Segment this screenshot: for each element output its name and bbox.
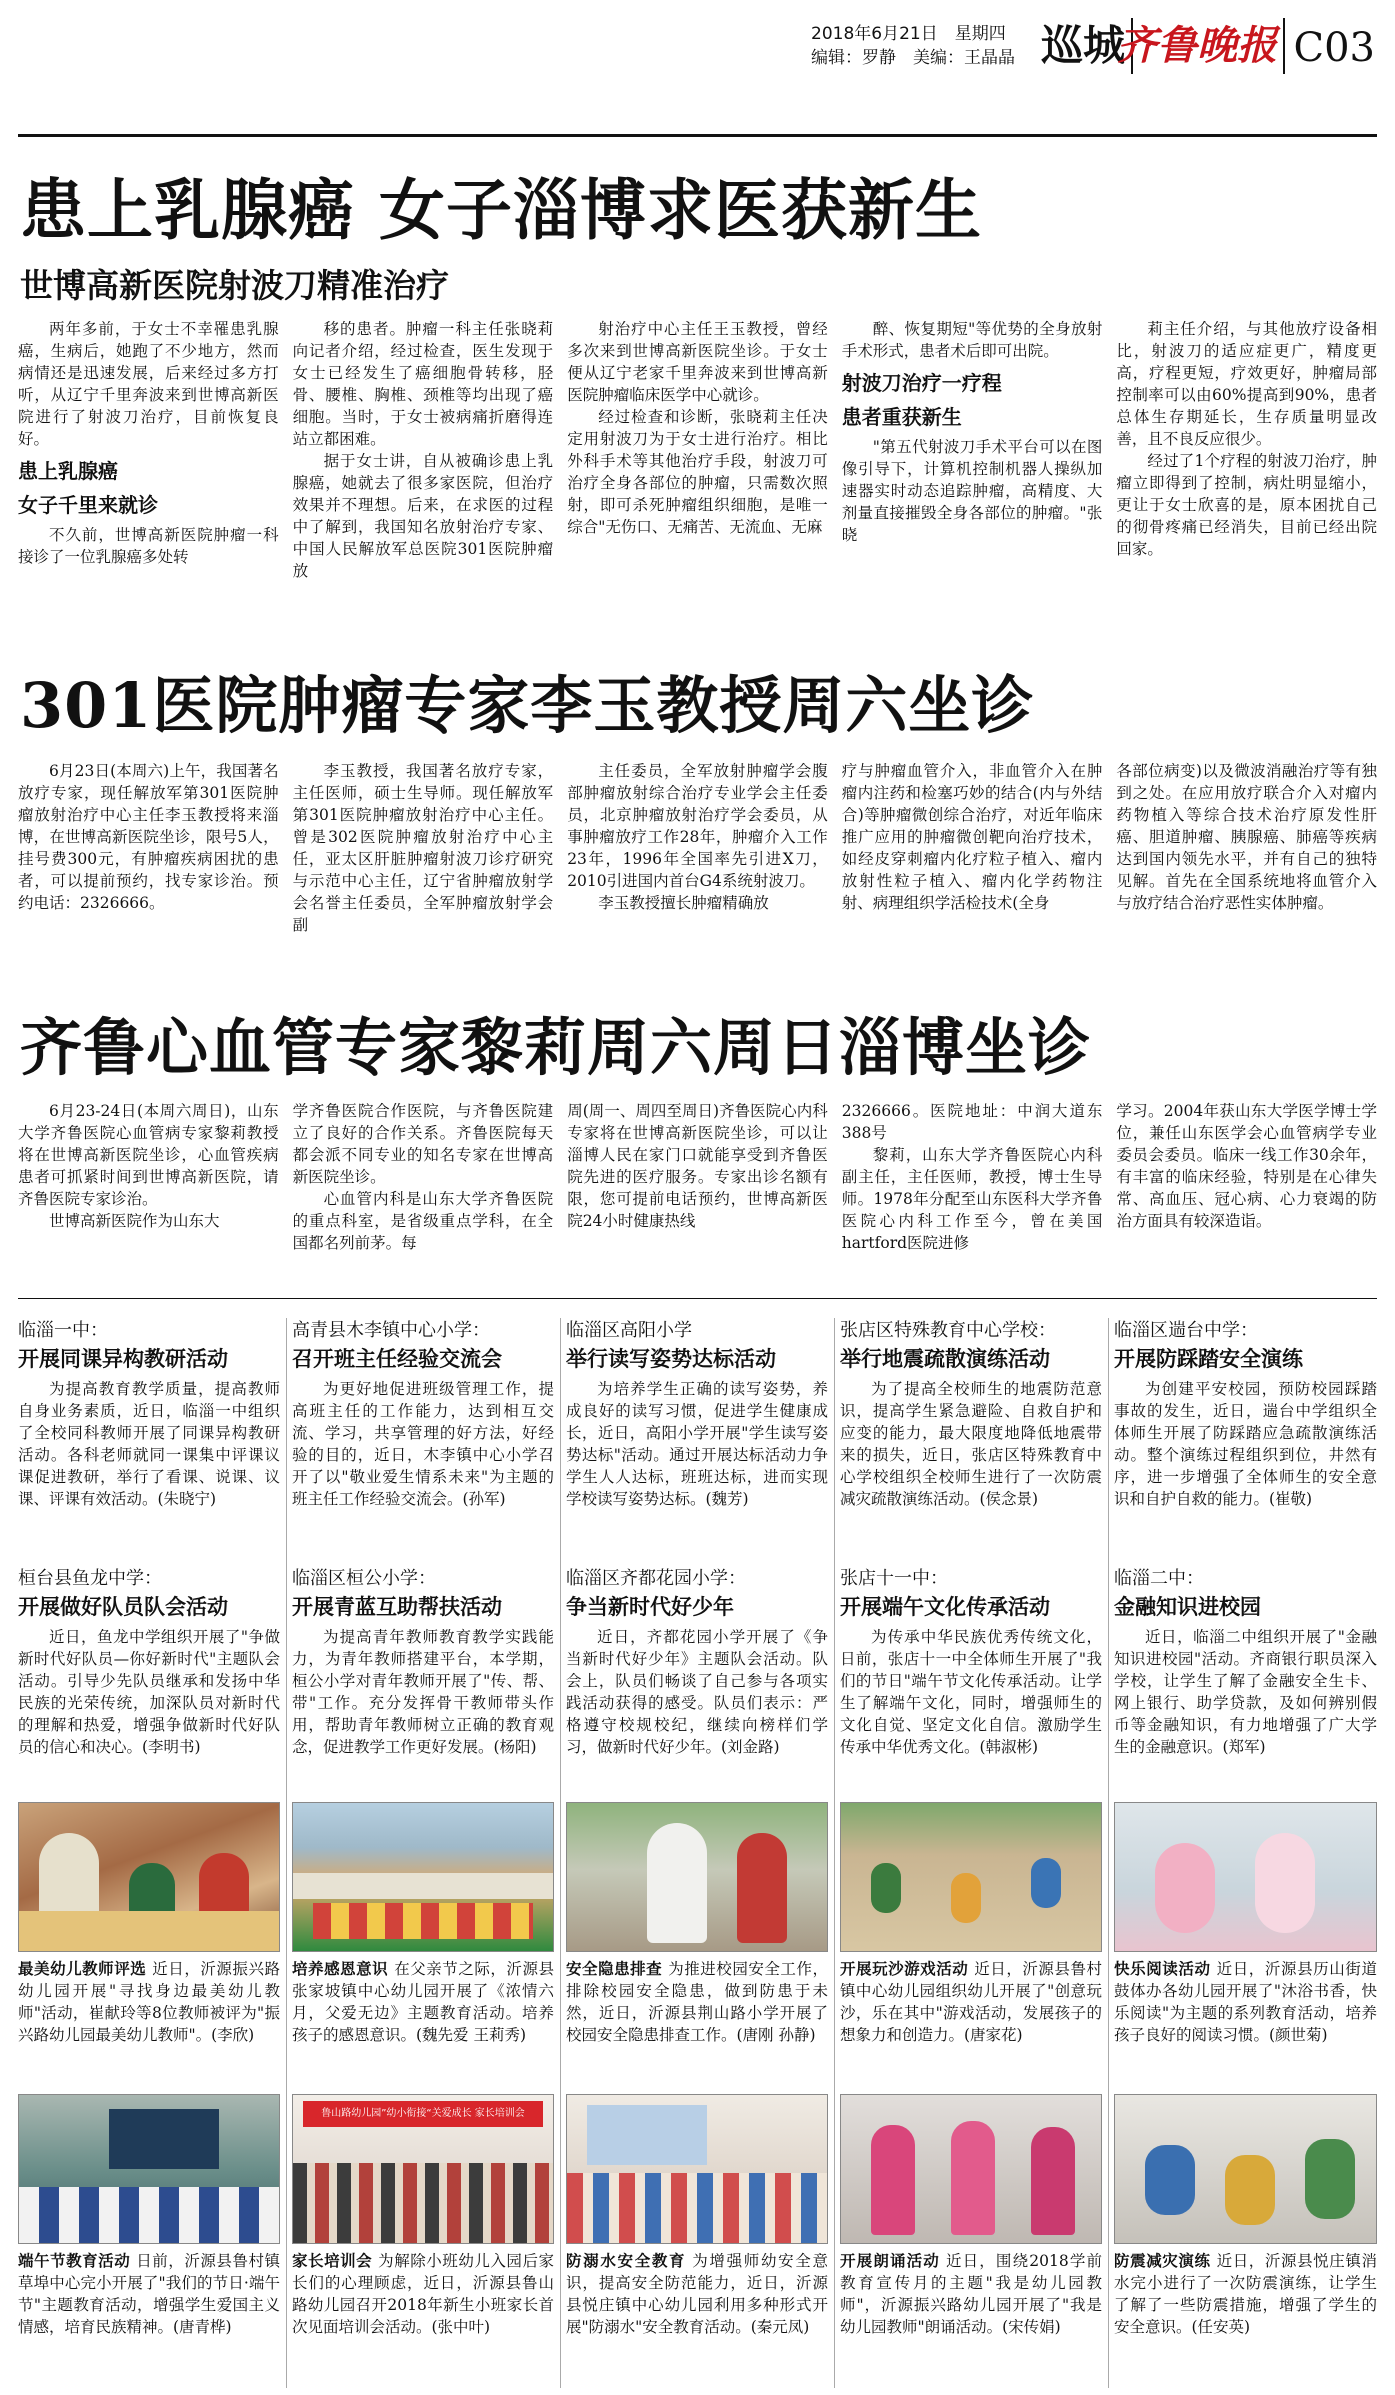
column-divider bbox=[286, 1318, 287, 2388]
paragraph: 射治疗中心主任王玉教授，曾经多次来到世博高新医院坐诊。于女士便从辽宁老家千里奔波来到世博高新医院肿瘤临床医学中心就诊。 bbox=[567, 320, 828, 404]
brief-title: 金融知识进校园 bbox=[1114, 1595, 1261, 1619]
photo-caption-title: 开展玩沙游戏活动 bbox=[840, 1959, 969, 1978]
classroom-photo bbox=[18, 1802, 280, 1952]
brief-location: 张店十一中： bbox=[840, 1568, 948, 1589]
brief-title: 开展做好队员队会活动 bbox=[18, 1595, 228, 1619]
paragraph: 两年多前，于女士不幸罹患乳腺癌，生病后，她跑了不少地方，然而病情还是迅速发展，后来经过多方打听，从辽宁千里奔波来到世博高新医院进行了射波刀治疗，目前恢复良好。 bbox=[18, 320, 279, 448]
section-rule bbox=[18, 1298, 1377, 1299]
paragraph: 李玉教授擅长肿瘤精确放 bbox=[598, 894, 769, 912]
column-divider bbox=[560, 1318, 561, 2388]
brief-location: 临淄区齐都花园小学： bbox=[566, 1568, 746, 1589]
brief-item bbox=[566, 1318, 828, 1560]
photo-caption-title: 防震减灾演练 bbox=[1114, 2251, 1211, 2270]
photo-caption-text: 近日，沂源县历山街道鼓体办各幼儿园开展了"沐浴书香，快乐阅读"为主题的系列教育活动，培养孩子良好的阅读习惯。(颜世菊) bbox=[1114, 1960, 1377, 2044]
article3-col bbox=[1116, 1100, 1377, 1290]
brief-item bbox=[566, 1566, 828, 1792]
photo-caption-text: 近日，沂源县悦庄镇消水完小进行了一次防震演练，让学生了解了一些防震措施，增强了学生的安全意识。(任安英) bbox=[1114, 2252, 1377, 2336]
photo-item bbox=[840, 2094, 1102, 2384]
article2-col bbox=[18, 760, 279, 990]
banner: 鲁山路幼儿园”幼小衔接“关爱成长 家长培训会 bbox=[303, 2101, 543, 2127]
paragraph: 醉、恢复期短"等优势的全身放射手术形式，患者术后即可出院。 bbox=[841, 320, 1103, 360]
brief-text: 为培养学生正确的读写姿势，养成良好的读写习惯，促进学生健康成长，近日，高阳小学开展"学生读写姿势达标"活动。通过开展达标活动力争学生人人达标，班班达标，进而实现学校读写姿势达标。(魏芳) bbox=[566, 1380, 828, 1508]
classroom-photo bbox=[18, 2094, 280, 2244]
photo-item bbox=[1114, 2094, 1377, 2384]
brief-title: 召开班主任经验交流会 bbox=[292, 1347, 502, 1371]
article1-subhead: 世博高新医院射波刀精准治疗 bbox=[20, 266, 449, 305]
article3-body bbox=[18, 1100, 1377, 1290]
brief-item bbox=[840, 1318, 1102, 1560]
brief-text: 为提高教育教学质量，提高教师自身业务素质，近日，临淄一中组织了全校同科教师开展了同课异构教研活动。各科老师就同一课集中评课议课促进教研，举行了看课、说课、议课、评课有效活动。(朱晓宁) bbox=[18, 1380, 280, 1508]
photo-item bbox=[18, 2094, 280, 2384]
inspection-photo bbox=[566, 1802, 828, 1952]
article2-col bbox=[293, 760, 554, 990]
subheading: 患上乳腺癌 bbox=[18, 459, 118, 483]
brief-title: 开展青蓝互助帮扶活动 bbox=[292, 1595, 502, 1619]
brief-title: 开展同课异构教研活动 bbox=[18, 1347, 228, 1371]
photo-item bbox=[840, 1802, 1102, 2084]
article1-headline: 患上乳腺癌 女子淄博求医获新生 bbox=[20, 171, 982, 249]
section-name: 巡城 bbox=[1040, 21, 1125, 70]
reading-photo bbox=[1114, 1802, 1377, 1952]
paragraph: 疗与肿瘤血管介入，非血管介入在肿瘤内注药和检塞巧妙的结合(内与外结合)等肿瘤微创综合治疗，对近年临床推广应用的肿瘤微创靶向治疗技术，如经皮穿刺瘤内化疗粒子植入、瘤内放射性粒子植入、瘤内化学药物注射、病理组织学活检技术(全身 bbox=[841, 762, 1103, 912]
recital-photo bbox=[840, 2094, 1102, 2244]
brief-location: 临淄区桓公小学： bbox=[292, 1568, 436, 1589]
paragraph: 各部位病变)以及微波消融治疗等有独到之处。在应用放疗联合介入对瘤内药物植入等综合技术治疗原发性肝癌、胆道肿瘤、胰腺癌、肺癌等疾病达到国内领先水平，并有自己的独特见解。首先在全国系统地将血管介入与放疗结合治疗恶性实体肿瘤。 bbox=[1116, 762, 1377, 912]
article2-col bbox=[1116, 760, 1377, 990]
article3-col bbox=[842, 1100, 1103, 1290]
header-divider bbox=[1283, 18, 1285, 74]
paragraph: 据于女士讲，自从被确诊患上乳腺癌，她就去了很多家医院，但治疗效果并不理想。后来，在求医的过程中了解到，我国知名放射治疗专家、中国人民解放军总医院301医院肿瘤放 bbox=[292, 452, 554, 580]
paragraph: 2326666。医院地址：中润大道东388号 bbox=[841, 1102, 1103, 1142]
photo-caption-title: 最美幼儿教师评选 bbox=[18, 1959, 147, 1978]
column-divider bbox=[834, 1318, 835, 2388]
brand-logo: 齐鲁晚报 bbox=[1117, 22, 1277, 69]
photo-caption-title: 防溺水安全教育 bbox=[566, 2251, 687, 2270]
brief-location: 桓台县鱼龙中学： bbox=[18, 1568, 162, 1589]
paragraph: 主任委员，全军放射肿瘤学会腹部肿瘤放射综合治疗专业学会主任委员，北京肿瘤放射治疗学会委员，从事肿瘤放疗工作28年，肿瘤介入工作23年，1996年全国率先引进X刀，2010引进国内首台G4系统射波刀。 bbox=[567, 762, 828, 890]
photo-caption-title: 端午节教育活动 bbox=[18, 2251, 131, 2270]
article1-col bbox=[293, 318, 554, 636]
brief-item bbox=[292, 1566, 554, 1792]
article2-headline: 301医院肿瘤专家李玉教授周六坐诊 bbox=[20, 669, 1035, 742]
photo-item bbox=[292, 2094, 554, 2384]
paragraph: 6月23日(本周六)上午，我国著名放疗专家，现任解放军第301医院肿瘤放射治疗中心主任李玉教授将来淄博，在世博高新医院坐诊，限号5人，挂号费300元，有肿瘤疾病困扰的患者，可以提前预约，找专家诊治。预约电话：2326666。 bbox=[18, 762, 279, 912]
article1-col bbox=[1116, 318, 1377, 636]
article2-col bbox=[567, 760, 828, 990]
photo-caption-text: 为解除小班幼儿入园后家长们的心理顾虑，近日，沂源县鲁山路幼儿园召开2018年新生小班家长首次见面培训会活动。(张中叶) bbox=[292, 2252, 554, 2336]
safety-class-photo bbox=[566, 2094, 828, 2244]
paragraph: "第五代射波刀手术平台可以在图像引导下，计算机控制机器人操纵加速器实时动态追踪肿瘤，高精度、大剂量直接摧毁全身各部位的肿瘤。"张晓 bbox=[841, 438, 1103, 544]
photo-caption-title: 快乐阅读活动 bbox=[1114, 1959, 1211, 1978]
brief-title: 开展端午文化传承活动 bbox=[840, 1595, 1050, 1619]
brief-location: 临淄一中： bbox=[18, 1320, 108, 1341]
paragraph: 莉主任介绍，与其他放疗设备相比，射波刀的适应症更广，精度更高，疗程更短，疗效更好，肿瘤局部控制率可以由60%提高到90%，患者总体生存期延长，生存质量明显改善，且不良反应很少。 bbox=[1116, 320, 1377, 448]
photo-caption-title: 安全隐患排查 bbox=[566, 1959, 663, 1978]
paragraph: 不久前，世博高新医院肿瘤一科接诊了一位乳腺癌多处转 bbox=[18, 526, 279, 566]
brief-text: 为传承中华民族优秀传统文化，日前，张店十一中全体师生开展了"我们的节日"端午节文化传承活动。让学生了解端午文化，同时，增强师生的文化自觉、坚定文化自信。激励学生传承中华优秀文化。(韩淑彬) bbox=[840, 1628, 1102, 1756]
brief-text: 为提高青年教师教育教学实践能力，为青年教师搭建平台，本学期，桓公小学对青年教师开展了"传、帮、带"工作。充分发挥骨干教师带头作用，帮助青年教师树立正确的教育观念，促进教学工作更好发展。(杨阳) bbox=[292, 1628, 554, 1756]
article1-col bbox=[842, 318, 1103, 636]
article3-col bbox=[567, 1100, 828, 1290]
paragraph: 移的患者。肿瘤一科主任张晓莉向记者介绍，经过检查，医生发现于女士已经发生了癌细胞骨转移，胫骨、腰椎、胸椎、颈椎等均出现了癌细胞。当时，于女士被病痛折磨得连站立都困难。 bbox=[292, 320, 554, 448]
brief-item bbox=[18, 1566, 280, 1792]
brief-location: 临淄区高阳小学 bbox=[566, 1320, 692, 1341]
brief-location: 张店区特殊教育中心学校： bbox=[840, 1320, 1056, 1341]
playground-photo bbox=[292, 1802, 554, 1952]
photo-item bbox=[18, 1802, 280, 2084]
paragraph: 李玉教授，我国著名放疗专家，主任医师，硕士生导师。现任解放军第301医院肿瘤放射治疗中心主任。曾是302医院肿瘤放射治疗中心主任，亚太区肝脏肿瘤射波刀诊疗研究与示范中心主任，辽宁省肿瘤放射学会名誉主任委员，全军肿瘤放射学会副 bbox=[292, 762, 554, 934]
subheading: 患者重获新生 bbox=[841, 405, 962, 429]
paragraph: 世博高新医院作为山东大 bbox=[49, 1212, 220, 1230]
paragraph: 周(周一、周四至周日)齐鲁医院心内科专家将在世博高新医院坐诊，可以让淄博人民在家门口就能享受到齐鲁医院先进的医疗服务。专家出诊名额有限，您可提前电话预约，世博高新医院24小时健康热线 bbox=[567, 1102, 828, 1230]
drill-photo bbox=[1114, 2094, 1377, 2244]
paragraph: 经过检查和诊断，张晓莉主任决定用射波刀为于女士进行治疗。相比外科手术等其他治疗手段，射波刀可治疗全身各部位的肿瘤，只需数次照射，即可杀死肿瘤组织细胞，是唯一综合"无伤口、无痛苦、无流血、无麻 bbox=[567, 408, 828, 536]
editors-line: 编辑：罗静 美编：王晶晶 bbox=[811, 48, 1015, 68]
paragraph: 学齐鲁医院合作医院，与齐鲁医院建立了良好的合作关系。齐鲁医院每天都会派不同专业的知名专家在世博高新医院坐诊。 bbox=[292, 1102, 554, 1186]
brief-item bbox=[1114, 1566, 1377, 1792]
date-line: 2018年6月21日 星期四 bbox=[811, 24, 1006, 44]
brief-item bbox=[18, 1318, 280, 1560]
brief-location: 临淄区遄台中学： bbox=[1114, 1320, 1258, 1341]
page-number: C03 bbox=[1293, 25, 1375, 71]
photo-caption-text: 近日，围绕2018学前教育宣传月的主题"我是幼儿园教师"，沂源振兴路幼儿园开展了"我是幼儿园教师"朗诵活动。(宋传娟) bbox=[840, 2252, 1102, 2336]
photo-item bbox=[566, 1802, 828, 2084]
subheading: 女子千里来就诊 bbox=[18, 493, 158, 517]
brief-item bbox=[840, 1566, 1102, 1792]
article1-col bbox=[567, 318, 828, 636]
article2-col bbox=[842, 760, 1103, 990]
photo-caption-text: 为增强师幼安全意识，提高安全防范能力，近日，沂源县悦庄镇中心幼儿园利用多种形式开展"防溺水"安全教育活动。(秦元凤) bbox=[566, 2252, 828, 2336]
article2-body bbox=[18, 760, 1377, 990]
article3-col bbox=[293, 1100, 554, 1290]
photo-caption-text: 在父亲节之际，沂源县张家坡镇中心幼儿园开展了《浓情六月，父爱无边》主题教育活动。培养孩子的感恩意识。(魏先爱 王莉秀) bbox=[292, 1960, 554, 2044]
header-rule bbox=[18, 134, 1377, 137]
page-header bbox=[0, 0, 1395, 135]
photo-caption-title: 开展朗诵活动 bbox=[840, 2251, 940, 2270]
paragraph: 黎莉，山东大学齐鲁医院心内科副主任，主任医师，教授，博士生导师。1978年分配至山东医科大学齐鲁医院心内科工作至今，曾在美国hartford医院进修 bbox=[841, 1146, 1103, 1252]
paragraph: 学习。2004年获山东大学医学博士学位，兼任山东医学会心血管病学专业委员会委员。临床一线工作30余年，有丰富的临床经验，特别是在心律失常、高血压、冠心病、心力衰竭的防治方面具有较深造诣。 bbox=[1116, 1102, 1377, 1230]
photo-caption-text: 为推进校园安全工作，排除校园安全隐患，做到防患于未然，近日，沂源县荆山路小学开展了校园安全隐患排查工作。(唐刚 孙静) bbox=[566, 1960, 828, 2044]
paragraph: 经过了1个疗程的射波刀治疗，肿瘤立即得到了控制，病灶明显缩小，更让于女士欣喜的是，原本困扰自己的彻骨疼痛已经消失，目前已经出院回家。 bbox=[1116, 452, 1377, 558]
article3-col bbox=[18, 1100, 279, 1290]
paragraph: 心血管内科是山东大学齐鲁医院的重点科室，是省级重点学科，在全国都名列前茅。每 bbox=[292, 1190, 554, 1252]
brief-text: 为创建平安校园，预防校园踩踏事故的发生，近日，遄台中学组织全体师生开展了防踩踏应急疏散演练活动。整个演练过程组织到位，井然有序，进一步增强了全体师生的安全意识和自护自救的能力。(崔敬) bbox=[1114, 1380, 1377, 1508]
sandpit-photo bbox=[840, 1802, 1102, 1952]
parent-meeting-photo bbox=[292, 2094, 554, 2244]
paragraph: 6月23-24日(本周六周日)，山东大学齐鲁医院心血管病专家黎莉教授将在世博高新医院坐诊，心血管疾病患者可抓紧时间到世博高新医院，请齐鲁医院专家诊治。 bbox=[18, 1102, 279, 1208]
brief-title: 举行读写姿势达标活动 bbox=[566, 1347, 776, 1371]
photo-item bbox=[292, 1802, 554, 2084]
brief-item bbox=[292, 1318, 554, 1560]
photo-item bbox=[1114, 1802, 1377, 2084]
school-news-grid bbox=[18, 1308, 1377, 2388]
brief-title: 举行地震疏散演练活动 bbox=[840, 1347, 1050, 1371]
brief-text: 近日，齐都花园小学开展了《争当新时代好少年》主题队会活动。队会上，队员们畅谈了自己参与各项实践活动获得的感受。队员们表示：严格遵守校规校纪，继续向榜样们学习，做新时代好少年。(刘金路) bbox=[566, 1628, 828, 1756]
subheading: 射波刀治疗一疗程 bbox=[841, 371, 1002, 395]
brief-text: 近日，鱼龙中学组织开展了"争做新时代好队员—你好新时代"主题队会活动。引导少先队员继承和发扬中华民族的光荣传统，加深队员对新时代的理解和热爱，增强争做新时代好队员的信心和决心。(李明书) bbox=[18, 1628, 280, 1756]
photo-caption-text: 近日，沂源振兴路幼儿园开展"寻找身边最美幼儿教师"活动，崔献玲等8位教师被评为"振兴路幼儿园最美幼儿教师"。(李欣) bbox=[18, 1960, 280, 2044]
brief-item bbox=[1114, 1318, 1377, 1560]
photo-caption-text: 日前，沂源县鲁村镇草埠中心完小开展了"我们的节日·端午节"主题教育活动，增强学生爱国主义情感，培育民族精神。(唐青桦) bbox=[18, 2252, 280, 2336]
brief-title: 开展防踩踏安全演练 bbox=[1114, 1347, 1303, 1371]
photo-caption-title: 培养感恩意识 bbox=[292, 1959, 389, 1978]
brief-text: 为了提高全校师生的地震防范意识，提高学生紧急避险、自救自护和应变的能力，最大限度地降低地震带来的损失，近日，张店区特殊教育中心学校组织全校师生进行了一次防震减灾疏散演练活动。(侯念景) bbox=[840, 1380, 1102, 1508]
photo-item bbox=[566, 2094, 828, 2384]
photo-caption-text: 近日，沂源县鲁村镇中心幼儿园组织幼儿开展了"创意玩沙，乐在其中"游戏活动，发展孩子的想象力和创造力。(唐家花) bbox=[840, 1960, 1102, 2044]
date-editor-block bbox=[811, 22, 1015, 70]
article1-col bbox=[18, 318, 279, 636]
brief-text: 近日，临淄二中组织开展了"金融知识进校园"活动。齐商银行职员深入学校，让学生了解了金融安全生卡、网上银行、助学贷款，及如何辨别假币等金融知识，有力地增强了广大学生的金融意识。(郑军) bbox=[1114, 1628, 1377, 1756]
brief-title: 争当新时代好少年 bbox=[566, 1595, 734, 1619]
photo-caption-title: 家长培训会 bbox=[292, 2251, 373, 2270]
column-divider bbox=[1108, 1318, 1109, 2388]
brief-text: 为更好地促进班级管理工作，提高班主任的工作能力，达到相互交流、学习，共享管理的好方法，好经验的目的，近日，木李镇中心小学召开了以"敬业爱生情系未来"为主题的班主任工作经验交流会。(孙军) bbox=[292, 1380, 554, 1508]
article1-body bbox=[18, 318, 1377, 636]
brief-location: 高青县木李镇中心小学： bbox=[292, 1320, 490, 1341]
brief-location: 临淄二中： bbox=[1114, 1568, 1204, 1589]
article3-headline: 齐鲁心血管专家黎莉周六周日淄博坐诊 bbox=[20, 1011, 1092, 1084]
